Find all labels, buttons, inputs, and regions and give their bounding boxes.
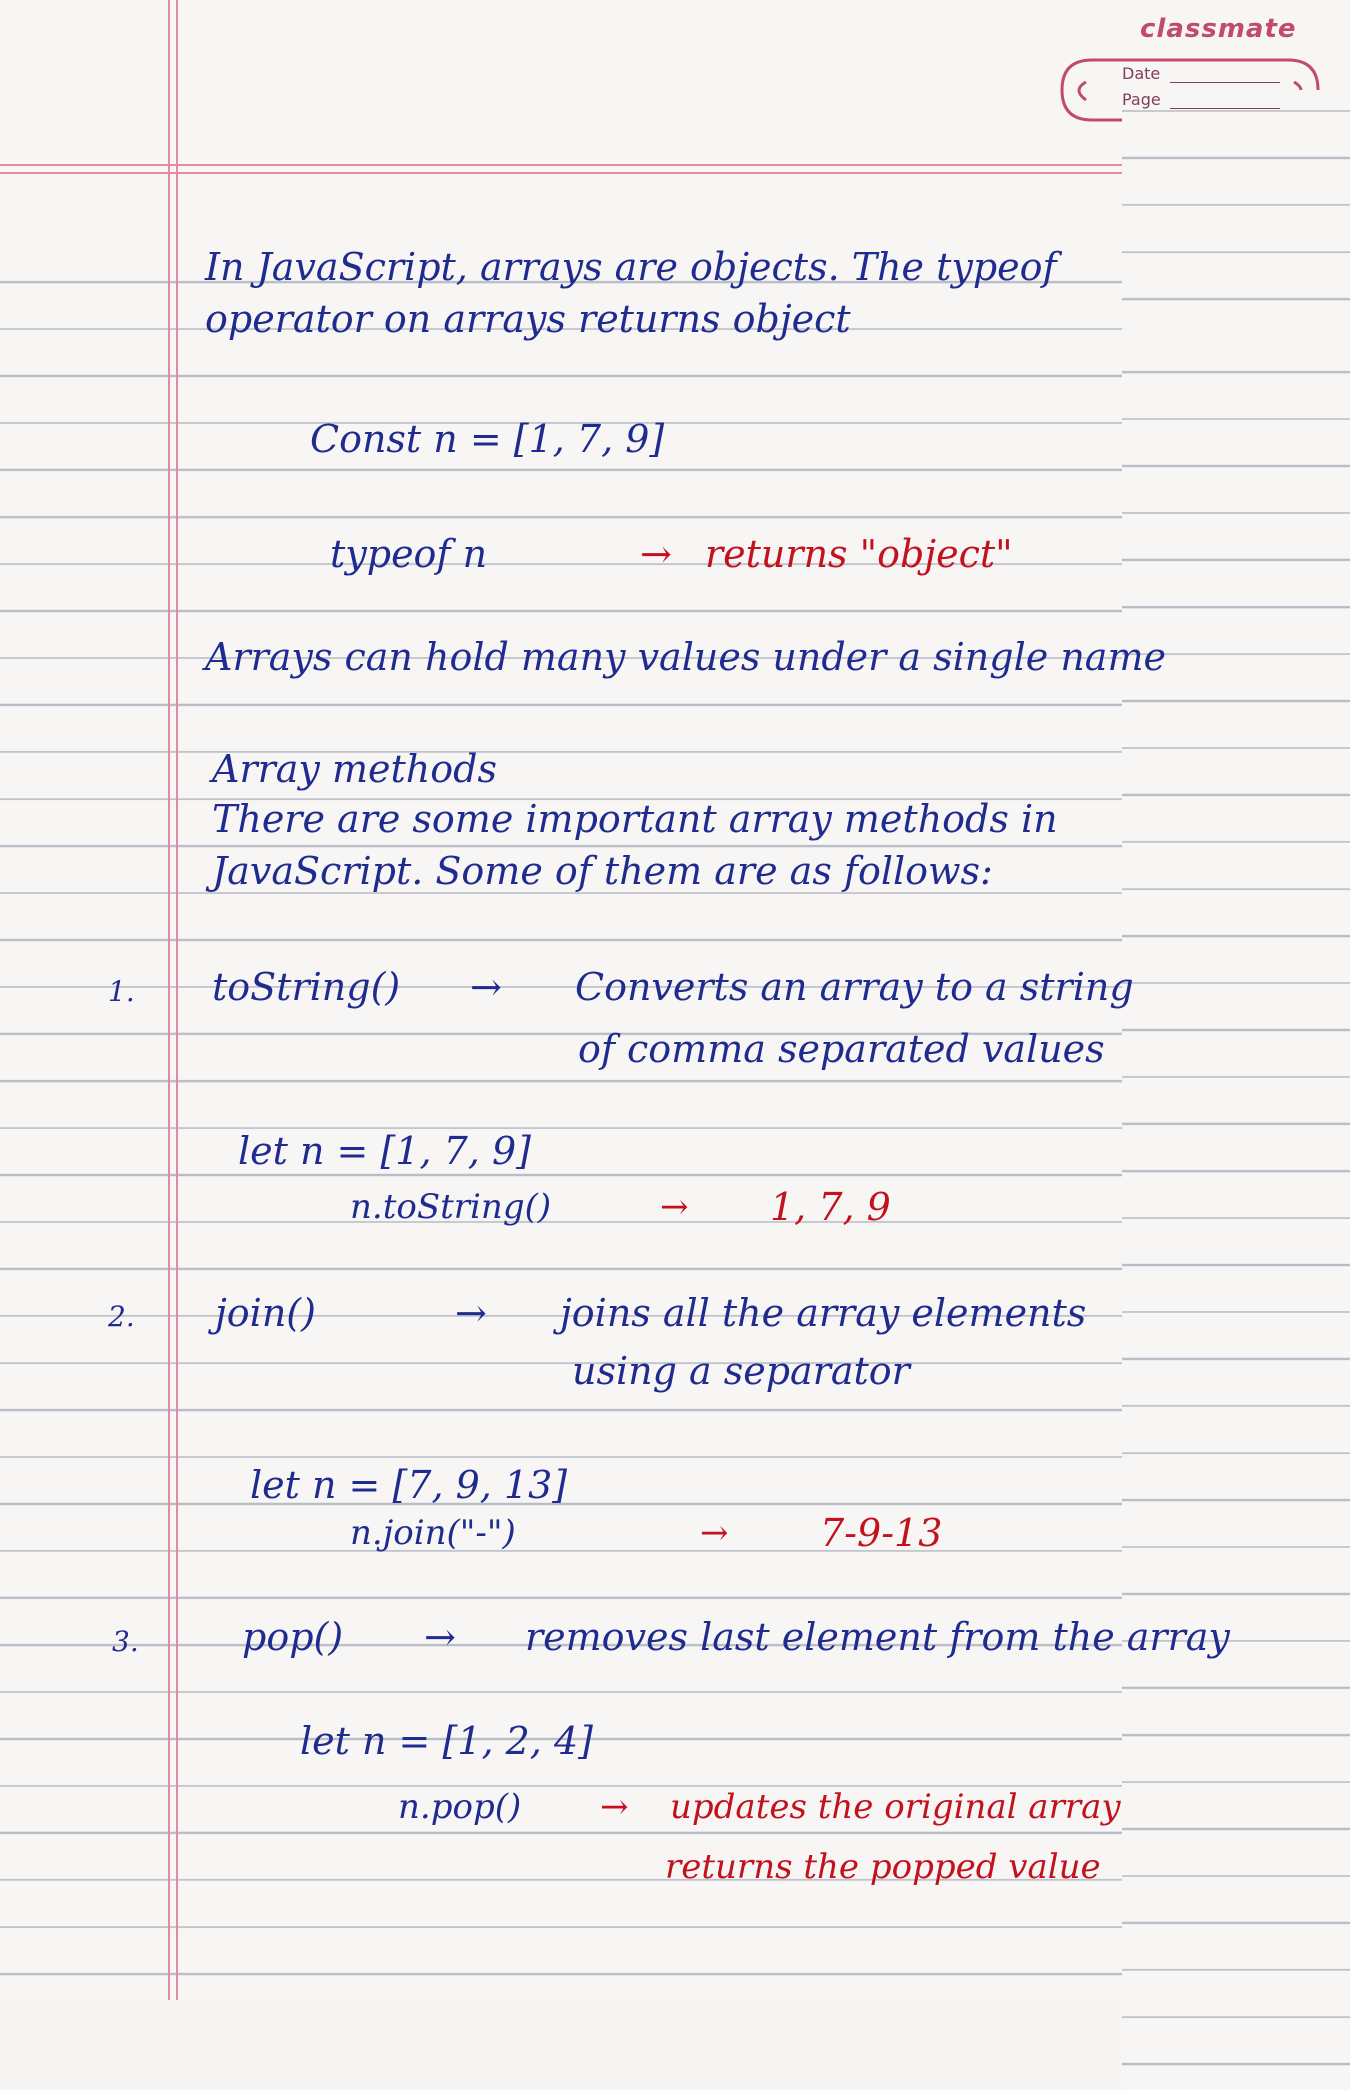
method-1-code-line-1: let n = [1, 7, 9] — [238, 1129, 531, 1173]
method-1-code-arrow: → — [660, 1187, 689, 1227]
method-3-output-line-2: returns the popped value — [665, 1847, 1101, 1887]
methods-intro-line-2: JavaScript. Some of them are as follows: — [212, 849, 993, 893]
method-1-name: toString() — [212, 965, 401, 1009]
brand-logo: classmate — [1140, 14, 1297, 44]
date-label: Date — [1122, 64, 1161, 83]
method-1-desc-line-2: of comma separated values — [578, 1027, 1105, 1071]
method-2-code-line-2: n.join("-") — [350, 1513, 516, 1553]
method-2-arrow: → — [455, 1291, 487, 1335]
method-3-number: 3. — [112, 1625, 139, 1658]
method-1-code-line-2: n.toString() — [350, 1187, 552, 1227]
method-1-arrow: → — [470, 965, 502, 1009]
methods-intro-line-1: There are some important array methods in — [212, 797, 1058, 841]
method-3-code-line-2: n.pop() — [398, 1787, 522, 1827]
page-rule — [1170, 108, 1280, 109]
date-rule — [1170, 82, 1280, 83]
example-arrow: → — [640, 532, 672, 576]
method-3-name: pop() — [242, 1615, 344, 1659]
method-2-code-arrow: → — [700, 1513, 729, 1553]
method-1-output: 1, 7, 9 — [770, 1185, 891, 1229]
methods-heading: Array methods — [212, 747, 497, 791]
method-2-desc-line-1: joins all the array elements — [560, 1291, 1087, 1335]
method-1-number: 1. — [108, 975, 135, 1008]
method-1-desc-line-1: Converts an array to a string — [575, 965, 1134, 1009]
method-3-output-line-1: updates the original array — [670, 1787, 1121, 1827]
date-page-box — [1052, 46, 1330, 134]
margin-line-right — [176, 0, 178, 2000]
method-3-arrow: → — [424, 1615, 456, 1659]
example-typeof-result: returns "object" — [705, 532, 1013, 576]
method-2-name: join() — [215, 1291, 316, 1335]
example-typeof-expr: typeof n — [330, 532, 488, 576]
method-3-code-arrow: → — [600, 1787, 629, 1827]
method-3-desc-line-1: removes last element from the array — [525, 1615, 1230, 1659]
page-label: Page — [1122, 90, 1350, 2090]
intro-line-2: operator on arrays returns object — [205, 297, 851, 341]
method-3-code-line-1: let n = [1, 2, 4] — [300, 1719, 593, 1763]
method-2-output: 7-9-13 — [820, 1511, 943, 1555]
example-const-code: Const n = [1, 7, 9] — [310, 417, 665, 461]
method-2-code-line-1: let n = [7, 9, 13] — [250, 1463, 568, 1507]
arrays-statement: Arrays can hold many values under a single name — [205, 635, 1166, 679]
intro-line-1: In JavaScript, arrays are objects. The typeof — [205, 245, 1057, 289]
margin-line-left — [168, 0, 170, 2000]
method-2-desc-line-2: using a separator — [572, 1349, 910, 1393]
method-2-number: 2. — [108, 1300, 135, 1333]
